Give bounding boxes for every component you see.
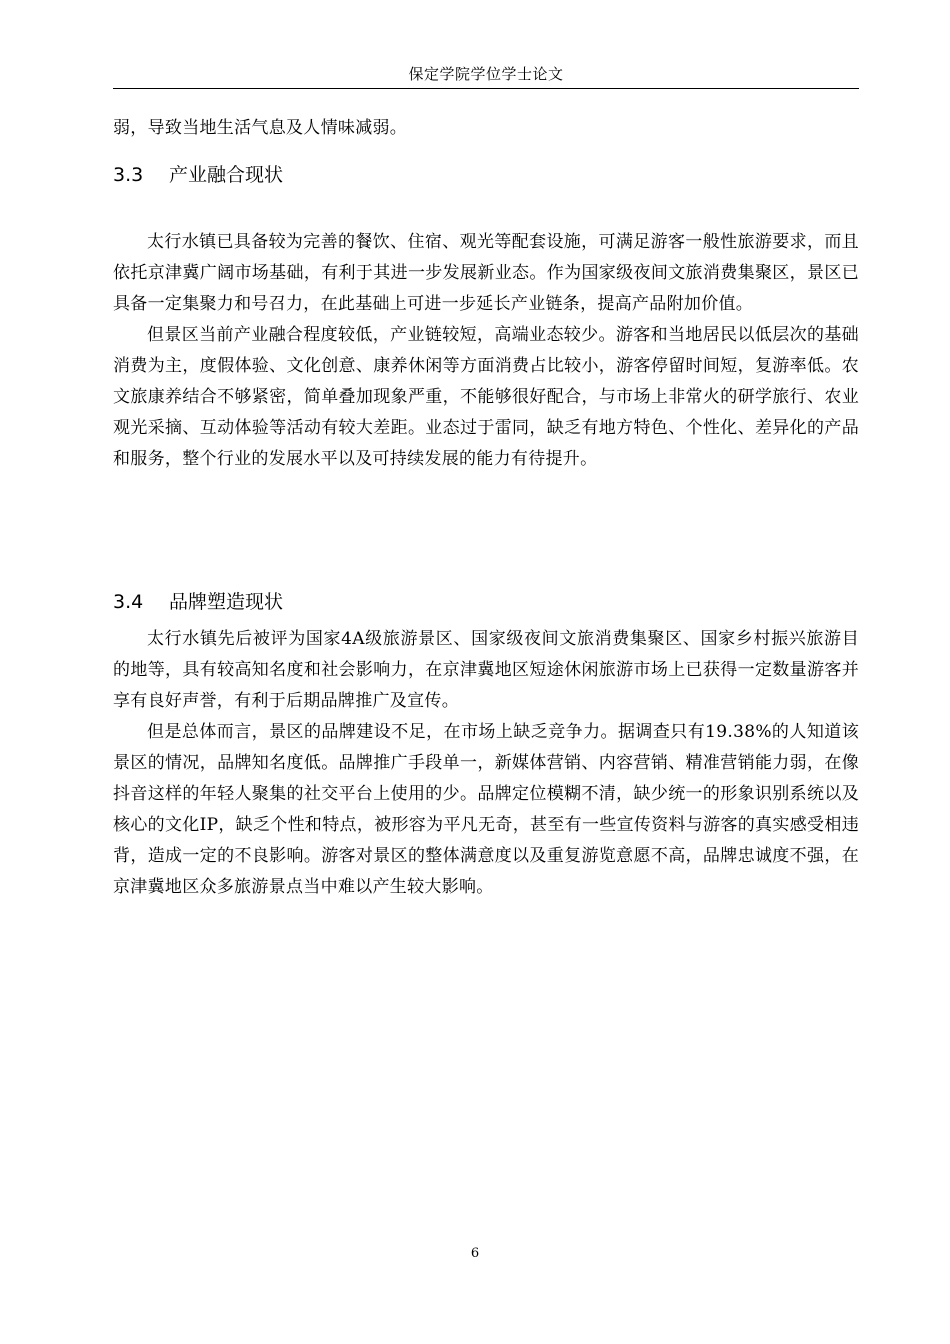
running-header: 保定学院学位学士论文 bbox=[408, 65, 564, 83]
section-heading-3-3 bbox=[113, 160, 859, 190]
header-rule bbox=[113, 88, 859, 89]
section-body-3-4 bbox=[113, 624, 859, 903]
paragraph: 但是总体而言，景区的品牌建设不足，在市场上缺乏竞争力。据调查只有19.38%的人知道该景区的情况，品牌知名度低。品牌推广手段单一，新媒体营销、内容营销、精准营销能力弱，在像抖音这样的年轻人聚集的社交平台上使用的少。品牌定位模糊不清，缺少统一的形象识别系统以及核心的文化IP，缺乏个性和特点，被形容为平凡无奇，甚至有一些宣传资料与游客的真实感受相违背，造成一定的不良影响。游客对景区的整体满意度以及重复游览意愿不高，品牌忠诚度不强，在京津冀地区众多旅游景点当中难以产生较大影响。 bbox=[113, 722, 859, 897]
section-title: 产业融合现状 bbox=[169, 164, 284, 186]
page-number: 6 bbox=[470, 1246, 480, 1261]
paragraph: 太行水镇先后被评为国家4A级旅游景区、国家级夜间文旅消费集聚区、国家乡村振兴旅游目的地等，具有较高知名度和社会影响力，在京津冀地区短途休闲旅游市场上已获得一定数量游客并享有良好声誉，有利于后期品牌推广及宣传。 bbox=[113, 629, 859, 711]
section-number: 3.3 bbox=[113, 164, 144, 186]
section-heading-3-4 bbox=[113, 587, 859, 617]
section-body-3-3 bbox=[113, 227, 859, 475]
paragraph: 但景区当前产业融合程度较低，产业链较短，高端业态较少。游客和当地居民以低层次的基础消费为主，度假体验、文化创意、康养休闲等方面消费占比较小，游客停留时间短，复游率低。农文旅康养结合不够紧密，简单叠加现象严重，不能够很好配合，与市场上非常火的研学旅行、农业观光采摘、互动体验等活动有较大差距。业态过于雷同，缺乏有地方特色、个性化、差异化的产品和服务，整个行业的发展水平以及可持续发展的能力有待提升。 bbox=[113, 325, 859, 469]
continued-paragraph: 弱，导致当地生活气息及人情味减弱。 bbox=[113, 118, 408, 138]
section-number: 3.4 bbox=[113, 591, 144, 613]
section-title: 品牌塑造现状 bbox=[169, 591, 284, 613]
paragraph: 太行水镇已具备较为完善的餐饮、住宿、观光等配套设施，可满足游客一般性旅游要求，而且依托京津冀广阔市场基础，有利于其进一步发展新业态。作为国家级夜间文旅消费集聚区，景区已具备一定集聚力和号召力，在此基础上可进一步延长产业链条，提高产品附加价值。 bbox=[113, 232, 859, 314]
